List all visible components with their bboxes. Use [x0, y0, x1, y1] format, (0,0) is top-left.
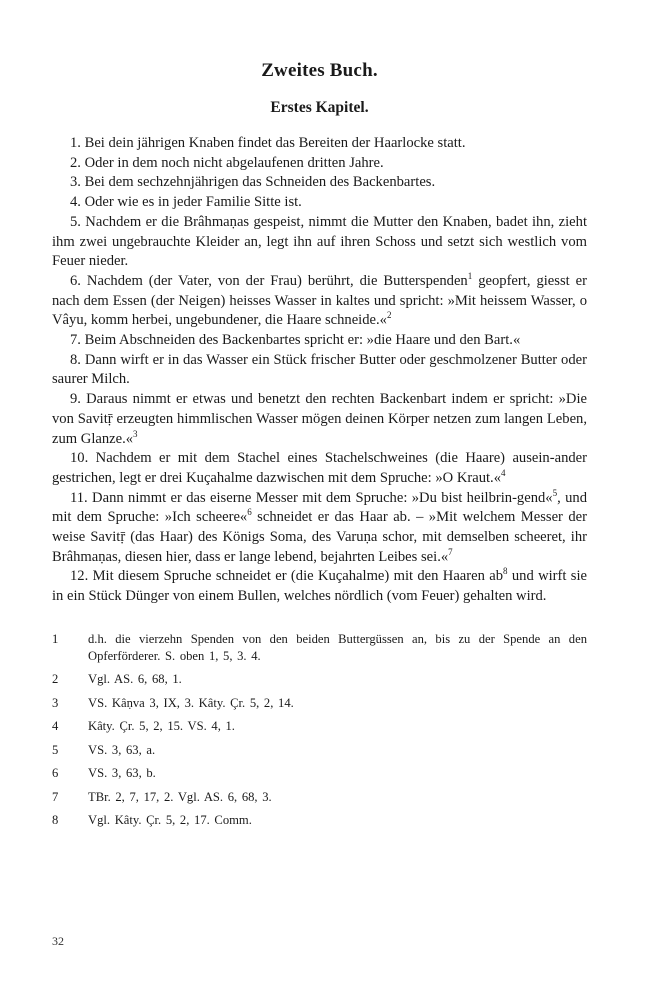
verse-6-text-b: geopfert, giesst er nach dem Essen (der Neigen) heisses Wasser in kaltes und spricht: »Mit heissem Wasser, o Vâyu, komm herbei, ungebundener, die Haare schneide.« — [52, 272, 587, 329]
footnote — [52, 695, 587, 712]
verse-2: 2. Oder in dem noch nicht abgelaufenen dritten Jahre. — [70, 154, 384, 171]
footnote-number: 4 — [52, 719, 59, 734]
footnote — [52, 812, 587, 829]
footnote-number: 8 — [52, 813, 59, 828]
footnote-text: Vgl. Kâty. Çr. 5, 2, 17. Comm. — [88, 813, 252, 828]
verse-9 — [52, 390, 587, 449]
footnote-number: 1 — [52, 631, 59, 646]
footnote-number: 5 — [52, 742, 59, 757]
verse-5: 5. Nachdem er die Brâhmaṇas gespeist, nimmt die Mutter den Knaben, badet ihn, zieht ihm zwei ungebrauchte Kleider an, legt ihn auf ihren Schoss und setzt sich westlich vom Feuer nieder. — [52, 213, 587, 270]
footnote-ref-5: 5 — [552, 487, 558, 498]
footnote-number: 3 — [52, 695, 59, 710]
footnote-text: VS. 3, 63, a. — [88, 742, 156, 757]
footnote-number: 7 — [52, 789, 59, 804]
verse-6 — [52, 272, 587, 331]
page-number: 32 — [52, 934, 64, 948]
footnote — [52, 671, 587, 688]
footnote-text: Kâty. Çr. 5, 2, 15. VS. 4, 1. — [88, 719, 235, 734]
page-body — [52, 58, 587, 836]
footnote — [52, 742, 587, 759]
footnote-text: d.h. die vierzehn Spenden von den beiden Buttergüssen an, bis zu der Spende an den Opferförderer. S. oben 1, 5, 3. 4. — [88, 631, 587, 663]
footnote-number: 2 — [52, 672, 59, 687]
footnote-text: VS. Kâṇva 3, IX, 3. Kâty. Çr. 5, 2, 14. — [88, 695, 294, 710]
verse-9-text-a: 9. Daraus nimmt er etwas und benetzt den rechten Backenbart indem er spricht: »Die von Savitṝ erzeugten himmlischen Wasser mögen deinen Körper netzen zum langen Leben, zum Glanze.« — [52, 391, 587, 447]
verse-12 — [52, 567, 587, 606]
verse-7: 7. Beim Abschneiden des Backenbartes spricht er: »die Haare und den Bart.« — [70, 332, 521, 349]
footnote-text: Vgl. AS. 6, 68, 1. — [88, 672, 182, 687]
footnote-ref-4: 4 — [501, 468, 506, 479]
chapter-title: Erstes Kapitel. — [270, 99, 369, 116]
verse-12-text-b: und wirft sie in ein Stück Dünger von einem Bullen, welches nördlich (vom Feuer) gehalten wird. — [52, 568, 587, 605]
footnote-ref-7: 7 — [448, 546, 453, 557]
footnote — [52, 789, 587, 806]
footnote-ref-6: 6 — [247, 507, 252, 518]
book-title: Zweites Buch. — [261, 60, 378, 81]
verse-12-text-a: 12. Mit diesem Spruche schneidet er (die Kuçahalme) mit den Haaren ab — [70, 568, 504, 585]
verse-11 — [52, 489, 587, 568]
verse-6-text-a: 6. Nachdem (der Vater, von der Frau) berührt, die Butterspenden — [70, 272, 468, 289]
footnote — [52, 718, 587, 735]
footnote-text: TBr. 2, 7, 17, 2. Vgl. AS. 6, 68, 3. — [88, 789, 272, 804]
footnote-ref-2: 2 — [386, 310, 392, 321]
footnote — [52, 631, 587, 665]
verse-11-text-a: 11. Dann nimmt er das eiserne Messer mit dem Spruche: »Du bist heilbrin-gend« — [70, 489, 553, 506]
footnote-number: 6 — [52, 766, 59, 781]
footnote — [52, 765, 587, 782]
verse-11-text-b: , und mit dem Spruche: »Ich scheere« — [52, 489, 588, 526]
footnotes — [52, 631, 587, 830]
verse-11-text-c: schneidet er das Haar ab. – »Mit welchem Messer der weise Savitṝ (das Haar) des Königs Soma, des Varuṇa schor, mit demselben scheeret, ihr Brâhmaṇas, diesen hier, dass er lange lebend, bejahrten Leibes sei.« — [52, 509, 587, 565]
verse-8: 8. Dann wirft er in das Wasser ein Stück frischer Butter oder geschmolzener Butter oder saurer Milch. — [52, 351, 587, 388]
footnote-text: VS. 3, 63, b. — [88, 766, 156, 781]
verse-1: 1. Bei dein jährigen Knaben findet das Bereiten der Haarlocke statt. — [70, 135, 466, 151]
verse-10 — [52, 449, 587, 488]
verse-10-text-a: 10. Nachdem er mit dem Stachel eines Stachelschweines (die Haare) ausein-ander gestrichen, legt er drei Kuçahalme dazwischen mit dem Spruche: »O Kraut.« — [52, 450, 587, 486]
verse-3: 3. Bei dem sechzehnjährigen das Schneiden des Backenbartes. — [70, 174, 436, 191]
footnote-ref-8: 8 — [503, 566, 508, 577]
footnote-ref-1: 1 — [467, 271, 473, 282]
verse-4: 4. Oder wie es in jeder Familie Sitte ist. — [70, 194, 302, 211]
verses — [52, 134, 587, 607]
footnote-ref-3: 3 — [133, 428, 138, 439]
